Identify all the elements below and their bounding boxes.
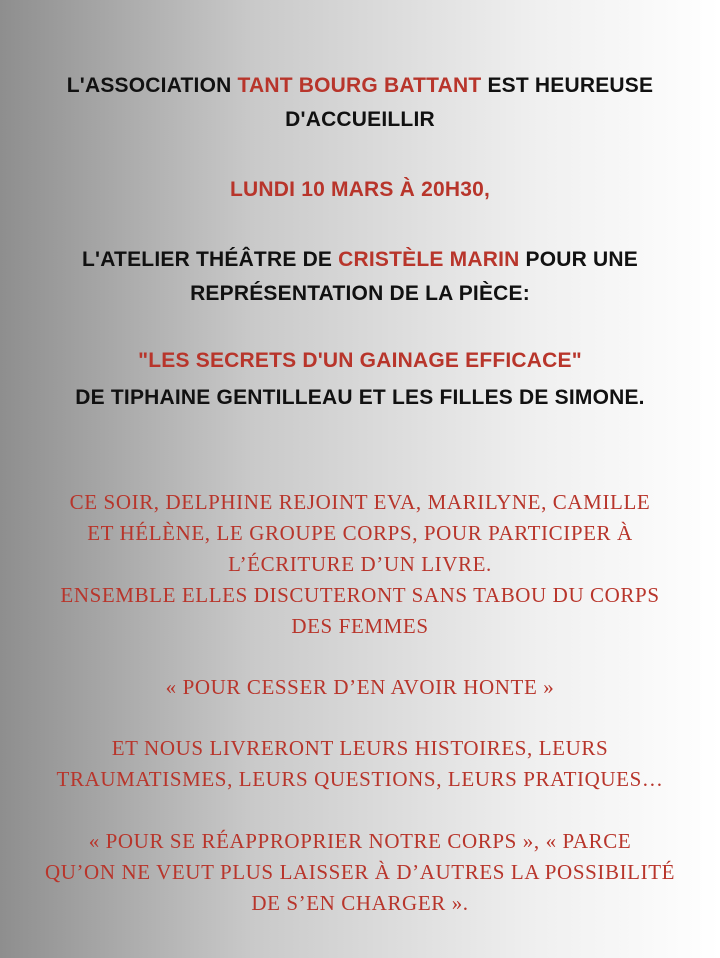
atelier-line-1 — [0, 248, 720, 272]
quote-honte: « POUR CESSER D’EN AVOIR HONTE » — [165, 675, 555, 699]
atelier-outro: POUR UNE — [519, 248, 638, 271]
play-authors: DE TIPHAINE GENTILLEAU ET LES FILLES DE SIMONE. — [75, 386, 645, 409]
quote-line: DE S’EN CHARGER ». — [251, 891, 469, 915]
quote-line: « POUR SE RÉAPPROPRIER NOTRE CORPS », « PARCE — [88, 829, 632, 853]
synopsis-line: L’ÉCRITURE D’UN LIVRE. — [228, 552, 492, 576]
synopsis-line: DES FEMMES — [291, 614, 429, 638]
play-title: "LES SECRETS D'UN GAINAGE EFFICACE" — [138, 349, 582, 372]
header-outro: EST HEUREUSE — [481, 74, 654, 97]
synopsis-line: CE SOIR, DELPHINE REJOINT EVA, MARILYNE, CAMILLE — [69, 490, 651, 514]
event-date: LUNDI 10 MARS À 20H30, — [230, 178, 490, 201]
stories-line: ET NOUS LIVRERONT LEURS HISTOIRES, LEURS — [111, 736, 609, 760]
director-name: CRISTÈLE MARIN — [338, 248, 520, 271]
atelier-line-2: REPRÉSENTATION DE LA PIÈCE: — [190, 282, 530, 305]
header-line-2: D'ACCUEILLIR — [285, 108, 435, 131]
stories-line: TRAUMATISMES, LEURS QUESTIONS, LEURS PRATIQUES… — [56, 767, 664, 791]
synopsis-line: ENSEMBLE ELLES DISCUTERONT SANS TABOU DU CORPS — [60, 583, 660, 607]
header-intro: L'ASSOCIATION — [66, 74, 238, 97]
quote-line: QU’ON NE VEUT PLUS LAISSER À D’AUTRES LA POSSIBILITÉ — [44, 860, 676, 884]
association-name: TANT BOURG BATTANT — [237, 74, 482, 97]
synopsis-line: ET HÉLÈNE, LE GROUPE CORPS, POUR PARTICIPER À — [87, 521, 633, 545]
atelier-intro: L'ATELIER THÉÂTRE DE — [82, 248, 339, 271]
header-line-1 — [0, 74, 720, 98]
